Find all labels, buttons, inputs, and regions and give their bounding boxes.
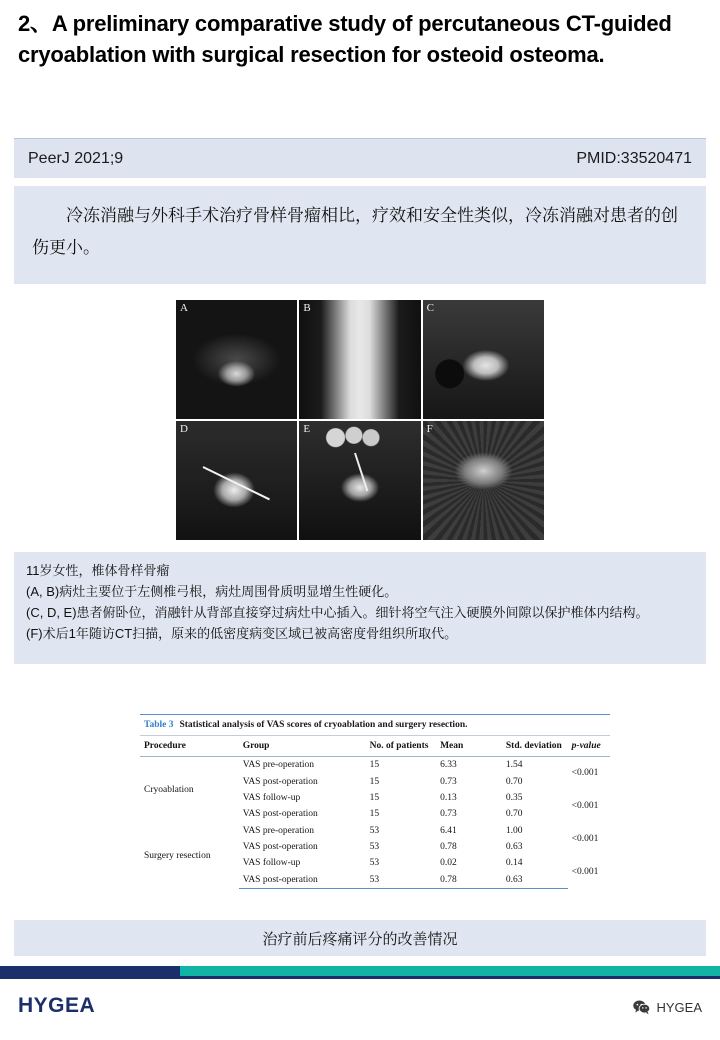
cell-mean: 0.02 (440, 858, 457, 869)
cell-group: VAS follow-up (242, 858, 301, 869)
caption-line-1: 11岁女性，椎体骨样骨瘤 (26, 563, 170, 578)
cell-procedure-cryoablation: Cryoablation (144, 784, 194, 795)
panel-label-e: E (303, 423, 311, 435)
journal-bar (14, 138, 706, 178)
cell-n: 53 (366, 872, 437, 889)
panel-label-d: D (180, 423, 188, 435)
cell-sd: 0.70 (505, 776, 523, 787)
cell-sd: 1.54 (505, 760, 523, 771)
figure-caption (14, 552, 706, 664)
journal-pmid: PMID:33520471 (576, 149, 692, 167)
caption-line-2: (A, B)病灶主要位于左侧椎弓根，病灶周围骨质明显增生性硬化。 (26, 584, 398, 599)
panel-label-c: C (426, 302, 434, 314)
ablation-needle-marker (202, 466, 269, 500)
table-row (140, 823, 610, 839)
th-mean: Mean (436, 736, 502, 757)
th-std-deviation: Std. deviation (502, 736, 568, 757)
cell-mean: 0.78 (440, 842, 457, 853)
figure-panel-b (299, 300, 420, 419)
cell-sd: 0.14 (505, 858, 523, 869)
panel-label-a: A (180, 302, 188, 314)
table-title-text: Statistical analysis of VAS scores of cryoablation and surgery resection. (179, 720, 468, 730)
cell-n: 53 (369, 842, 380, 853)
cell-mean: 0.73 (440, 809, 457, 820)
figure-panel-d (176, 421, 297, 540)
cell-n: 53 (369, 825, 380, 836)
figure-grid (176, 300, 544, 540)
cell-mean: 6.41 (440, 825, 457, 836)
th-no-of-patients: No. of patients (366, 736, 437, 757)
brand-logo: HYGEA (18, 994, 96, 1017)
panel-label-f: F (426, 423, 433, 435)
caption-line-3: (C, D, E)患者俯卧位，消融针从背部直接穿过病灶中心插入。细针将空气注入硬膜外间隙以保护椎体内结构。 (26, 605, 649, 620)
cell-mean: 0.73 (440, 776, 457, 787)
wechat-account (633, 1000, 702, 1015)
cell-mean: 6.33 (440, 760, 457, 771)
footer-bar-navy (0, 966, 180, 976)
cell-group: VAS post-operation (239, 872, 366, 889)
th-p-value: p-value (568, 736, 610, 757)
cell-group: VAS post-operation (242, 809, 318, 820)
cell-p-value: <0.001 (571, 801, 599, 812)
cell-n: 15 (369, 809, 380, 820)
cell-group: VAS pre-operation (242, 760, 315, 771)
cell-n: 53 (369, 858, 380, 869)
page-title: 2、A preliminary comparative study of percutaneous CT-guided cryoablation with surgical resection for osteoid osteoma. (18, 11, 672, 67)
summary-box: 冷冻消融与外科手术治疗骨样骨瘤相比，疗效和安全性类似，冷冻消融对患者的创伤更小。 (14, 186, 706, 284)
cell-sd: 0.35 (505, 792, 523, 803)
cell-mean: 0.78 (436, 872, 502, 889)
cell-n: 15 (369, 776, 380, 787)
cell-sd: 0.63 (502, 872, 568, 889)
cell-group: VAS post-operation (242, 776, 318, 787)
caption-line-4: (F)术后1年随访CT扫描，原来的低密度病变区域已被高密度骨组织所取代。 (26, 626, 458, 641)
probe-track-marker (354, 453, 368, 492)
cell-n: 15 (369, 760, 380, 771)
vas-table-block (140, 714, 610, 889)
cell-sd: 1.00 (505, 825, 523, 836)
table-number: Table 3 (144, 720, 174, 730)
th-group: Group (239, 736, 366, 757)
vas-table (140, 736, 610, 889)
figure-panel-c (423, 300, 544, 419)
cell-p-value: <0.001 (571, 833, 599, 844)
figure-panel-f (423, 421, 544, 540)
cell-mean: 0.13 (440, 792, 457, 803)
table-title (140, 714, 610, 736)
panel-label-b: B (303, 302, 311, 314)
figure-panel-a (176, 300, 297, 419)
figure-panel-e (299, 421, 420, 540)
th-procedure: Procedure (140, 736, 239, 757)
footer-rule (0, 976, 720, 979)
table-row (140, 757, 610, 774)
cell-sd: 0.70 (505, 809, 523, 820)
cell-n: 15 (369, 792, 380, 803)
table-header-row (140, 736, 610, 757)
footer-color-bar (0, 966, 720, 976)
cell-group: VAS pre-operation (242, 825, 315, 836)
cell-sd: 0.63 (505, 842, 523, 853)
cell-p-value: <0.001 (571, 866, 599, 877)
wechat-label: HYGEA (656, 1000, 702, 1015)
table-caption: 治疗前后疼痛评分的改善情况 (14, 920, 706, 956)
cell-group: VAS follow-up (242, 792, 301, 803)
cell-procedure-surgery-resection: Surgery resection (144, 850, 211, 861)
journal-citation: PeerJ 2021;9 (28, 149, 124, 167)
footer-bar-teal (180, 966, 720, 976)
cell-p-value: <0.001 (571, 768, 599, 779)
wechat-icon (633, 1000, 650, 1015)
cell-group: VAS post-operation (242, 842, 318, 853)
